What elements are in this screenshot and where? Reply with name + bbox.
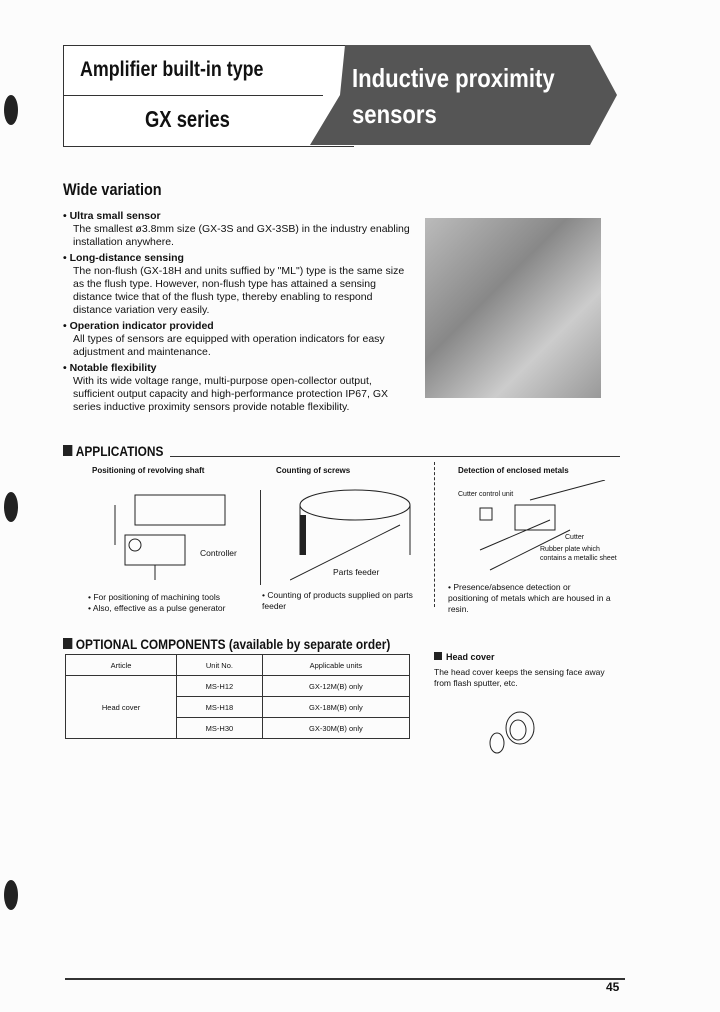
feature-title: Notable flexibility	[69, 362, 157, 374]
feature-text: With its wide voltage range, multi-purpose open-collector output, sufficient output capacity and high-performance protection IP67, GX series inductive proximity sensors provide notable flexibility.	[73, 375, 388, 413]
feature-text: All types of sensors are equipped with operation indicators for easy adjustment and maintenance.	[73, 333, 385, 358]
divider	[260, 490, 261, 585]
feature-list	[63, 210, 411, 414]
footer-rule	[65, 978, 625, 980]
section-title: Wide variation	[63, 180, 162, 199]
feature-text: The non-flush (GX-18H and units suffied by "ML") type is the same size as the flush type. However, non-flush type has attained a sensing distance twice that of the flush type, thereby enabling to respond distance variation very easily.	[73, 265, 405, 316]
diagram-label: Cutter	[565, 534, 585, 541]
feature-item: • Notable flexibility With its wide voltage range, multi-purpose open-collector output, sufficient output capacity and high-performance protection IP67, GX series inductive proximity sensors provide notable flexibility.	[63, 362, 411, 414]
product-photo	[425, 218, 601, 398]
feature-item: • Operation indicator provided All types of sensors are equipped with operation indicators for easy adjustment and maintenance.	[63, 320, 411, 359]
head-cover-title: Head cover	[434, 652, 495, 662]
page-number: 45	[606, 980, 620, 994]
app-title: Detection of enclosed metals	[458, 466, 569, 475]
app-title: Counting of screws	[276, 466, 351, 475]
punch-hole	[4, 880, 18, 910]
feature-title: Ultra small sensor	[69, 210, 161, 222]
feature-item: • Ultra small sensor The smallest ø3.8mm size (GX-3S and GX-3SB) in the industry enabling installation anywhere.	[63, 210, 410, 248]
header-left-title: Amplifier built-in type	[80, 58, 264, 81]
diagram-label: Rubber plate which contains a metallic sheet	[540, 546, 617, 562]
diagram-label: Parts feeder	[333, 567, 380, 577]
head-cover-text: The head cover keeps the sensing face away from flash sputter, etc.	[434, 667, 605, 688]
header-series: GX series	[145, 106, 230, 132]
divider	[63, 95, 323, 96]
app-title: Positioning of revolving shaft	[92, 466, 205, 475]
shaft-diagram	[95, 485, 245, 585]
feature-text: The smallest ø3.8mm size (GX-3S and GX-3SB) in the industry enabling installation anywhere.	[73, 223, 410, 248]
app-note: • Counting of products supplied on parts feeder	[262, 590, 413, 611]
feature-title: Operation indicator provided	[69, 320, 214, 332]
applications-title: APPLICATIONS	[63, 443, 163, 459]
app-notes: • For positioning of machining tools • Also, effective as a pulse generator	[88, 592, 226, 613]
head-cover-illustration	[485, 708, 545, 758]
table-row: MS-H18 GX-18M(B) only	[66, 697, 410, 718]
header-right-title: Inductive proximity sensors	[352, 63, 555, 129]
table-header: Article Unit No. Applicable units	[66, 655, 410, 676]
punch-hole	[4, 492, 18, 522]
diagram-label: Controller	[200, 548, 237, 558]
components-table	[65, 654, 410, 739]
app-note: • Presence/absence detection or positioning of metals which are housed in a resin.	[448, 582, 611, 614]
divider	[170, 456, 620, 457]
divider	[434, 462, 435, 607]
feature-item: • Long-distance sensing The non-flush (GX-18H and units suffied by "ML") type is the same size as the flush type. However, non-flush type has attained a sensing distance twice that of the flush type, thereby enabling to respond distance variation very easily.	[63, 252, 411, 317]
table-row: Head cover MS-H12 GX-12M(B) only	[66, 676, 410, 697]
feature-title: Long-distance sensing	[69, 252, 184, 264]
diagram-label: Cutter control unit	[458, 491, 514, 498]
punch-hole	[4, 95, 18, 125]
table-row: MS-H30 GX-30M(B) only	[66, 718, 410, 739]
optional-title: OPTIONAL COMPONENTS (available by separate order)	[63, 636, 390, 652]
